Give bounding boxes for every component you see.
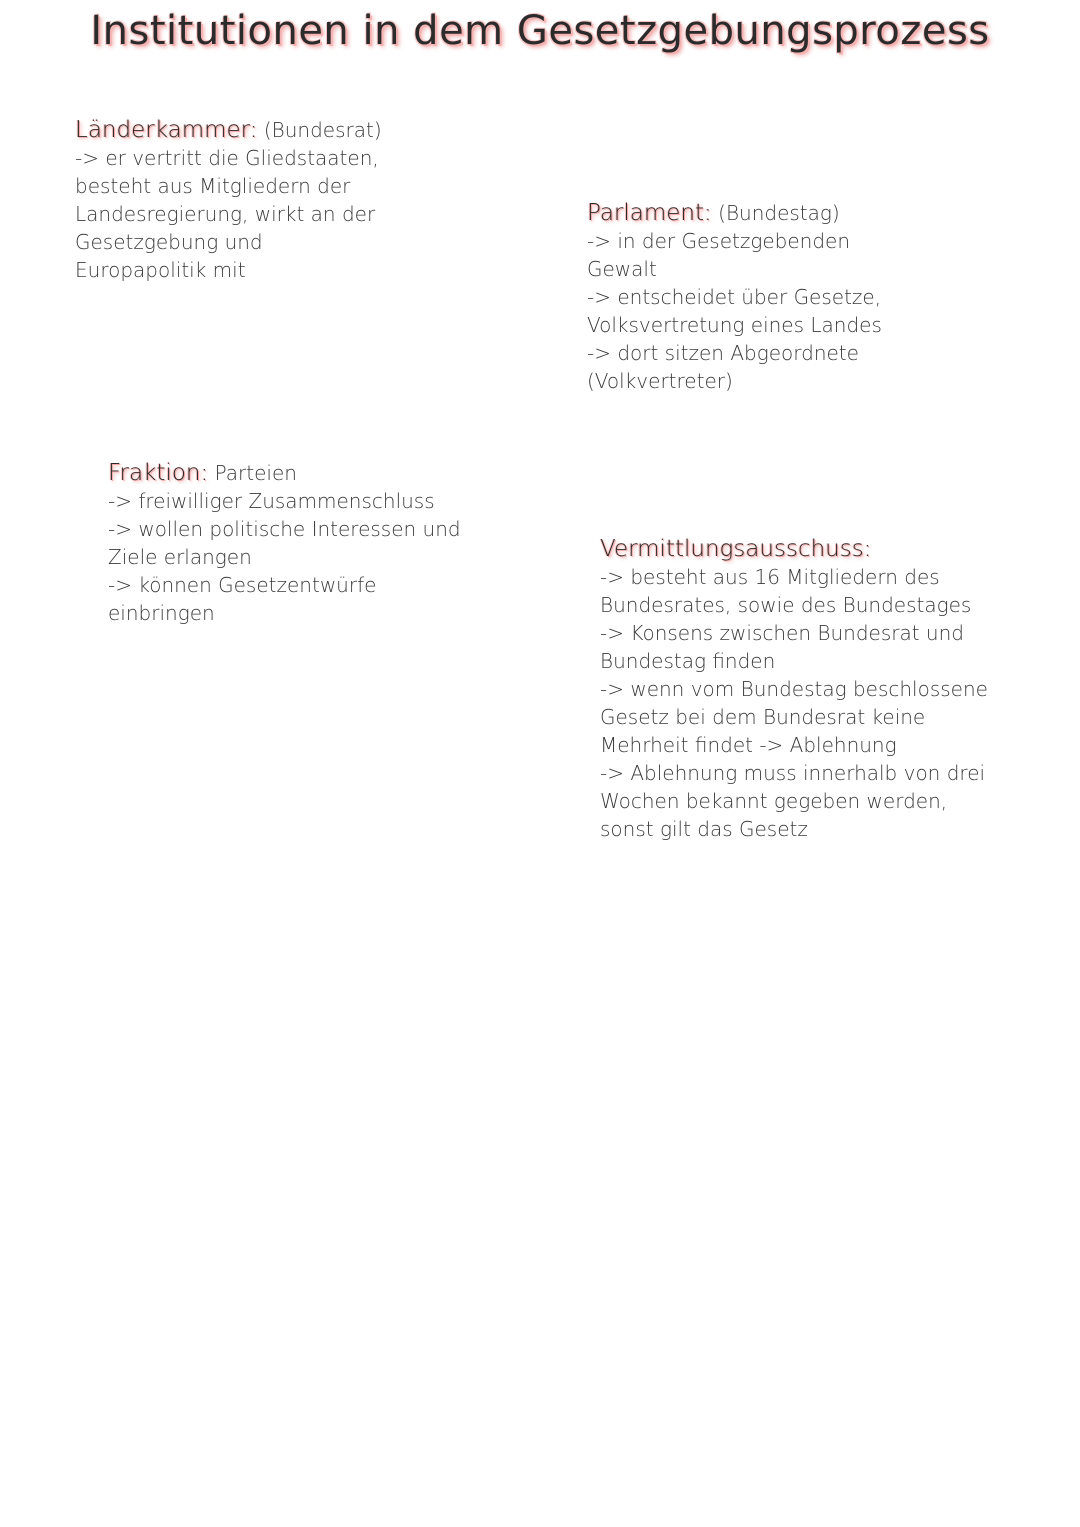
text-line: besteht aus Mitgliedern der	[75, 174, 351, 198]
text-line: Volksvertretung eines Landes	[587, 313, 882, 337]
text-line: (Volkvertreter)	[587, 369, 733, 393]
text-line: -> entscheidet über Gesetze,	[587, 285, 882, 309]
term-vermittlungsausschuss: Vermittlungsausschuss:	[600, 536, 872, 562]
text-line: -> Konsens zwischen Bundesrat und	[600, 621, 964, 645]
text-line: Europapolitik mit	[75, 258, 246, 282]
text-line: -> wenn vom Bundestag beschlossene	[600, 677, 988, 701]
term-subtitle: Parteien	[214, 461, 297, 485]
section-heading	[75, 116, 382, 144]
text-line: sonst gilt das Gesetz	[600, 817, 808, 841]
text-line: Bundesrates, sowie des Bundestages	[600, 593, 972, 617]
text-line: -> können Gesetzentwürfe	[108, 573, 377, 597]
section-heading	[600, 535, 988, 563]
text-line: Gesetz bei dem Bundesrat keine	[600, 705, 926, 729]
text-line: -> dort sitzen Abgeordnete	[587, 341, 859, 365]
section-laenderkammer	[75, 116, 382, 284]
term-laenderkammer: Länderkammer:	[75, 117, 258, 143]
text-line: -> Ablehnung muss innerhalb von drei	[600, 761, 986, 785]
section-heading	[587, 199, 882, 227]
section-heading	[108, 459, 461, 487]
section-vermittlungsausschuss	[600, 535, 988, 843]
text-line: Landesregierung, wirkt an der	[75, 202, 376, 226]
text-line: -> wollen politische Interessen und	[108, 517, 461, 541]
section-parlament	[587, 199, 882, 395]
text-line: Gesetzgebung und	[75, 230, 263, 254]
term-fraktion: Fraktion:	[108, 460, 209, 486]
text-line: -> besteht aus 16 Mitgliedern des	[600, 565, 940, 589]
text-line: Mehrheit findet -> Ablehnung	[600, 733, 897, 757]
term-subtitle: (Bundestag)	[718, 201, 840, 225]
page-title: Institutionen in dem Gesetzgebungsprozess	[90, 8, 990, 54]
term-subtitle: (Bundesrat)	[263, 118, 382, 142]
section-fraktion	[108, 459, 461, 627]
term-parlament: Parlament:	[587, 200, 712, 226]
text-line: einbringen	[108, 601, 215, 625]
text-line: Ziele erlangen	[108, 545, 252, 569]
text-line: -> er vertritt die Gliedstaaten,	[75, 146, 379, 170]
text-line: Bundestag finden	[600, 649, 776, 673]
text-line: Wochen bekannt gegeben werden,	[600, 789, 948, 813]
text-line: -> freiwilliger Zusammenschluss	[108, 489, 435, 513]
text-line: Gewalt	[587, 257, 657, 281]
text-line: -> in der Gesetzgebenden	[587, 229, 851, 253]
